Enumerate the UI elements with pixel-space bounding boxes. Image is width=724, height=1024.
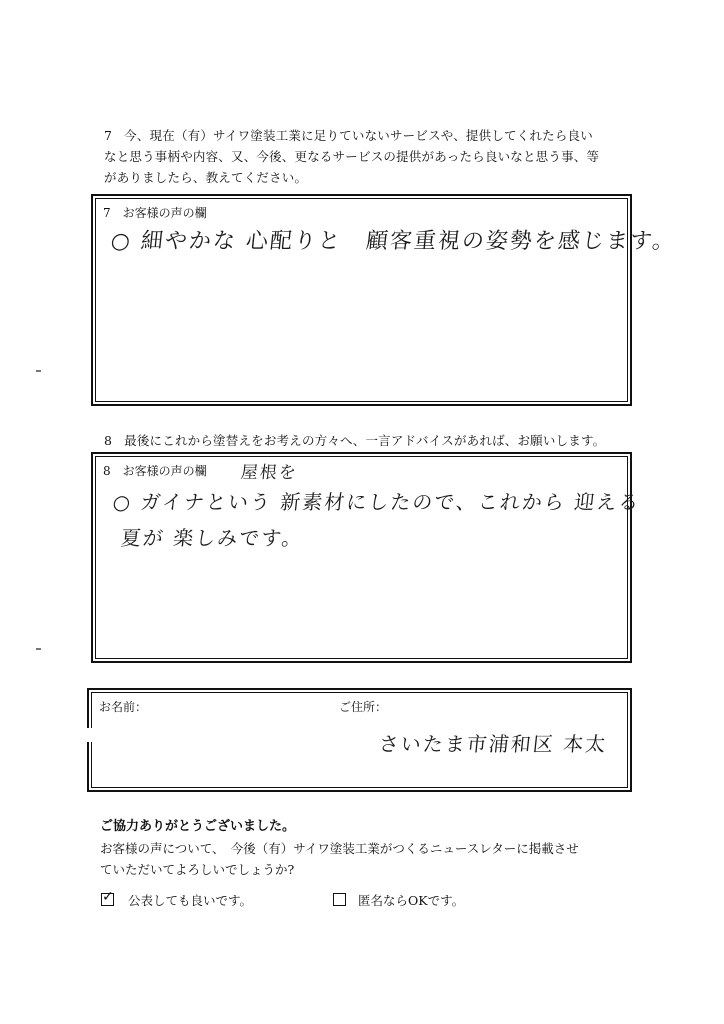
question-7-number: 7 <box>104 128 113 143</box>
redaction-mark <box>85 728 93 742</box>
address-handwriting: さいたま市浦和区 本太 <box>377 732 609 756</box>
name-label: お名前： <box>99 700 148 714</box>
answer-7-handwriting: ○ 細やかな 心配りと 顧客重視の姿勢を感じます。 <box>109 229 678 254</box>
answer-box-8-label: 8 お客様の声の欄 <box>103 464 207 478</box>
scan-mark <box>36 370 41 372</box>
thanks-message: ご協力ありがとうございました。 <box>100 819 296 834</box>
answer-box-7-label: 7 お客様の声の欄 <box>103 206 207 220</box>
address-label: ご住所： <box>339 700 388 714</box>
question-8-text: 最後にこれから塗替えをお考えの方々へ、一言アドバイスがあれば、お願いします。 <box>124 433 606 448</box>
question-8 <box>104 430 605 451</box>
anonymous-ok-checkbox[interactable] <box>333 893 346 906</box>
question-7-line-3: がありましたら、教えてください。 <box>104 170 308 185</box>
contact-box <box>87 688 632 792</box>
consent-question-line-2: ていただいてよろしいでしょうか? <box>100 862 295 877</box>
answer-box-7 <box>91 194 678 406</box>
question-7-line-2: なと思う事柄や内容、又、今後、更なるサービスの提供があったら良いなと思う事、等 <box>104 149 600 164</box>
checkmark-icon: ✓ <box>102 889 114 905</box>
question-7 <box>104 125 599 188</box>
answer-8-handwriting-line-1: ○ ガイナという 新素材にしたので、これから 迎える <box>111 490 642 514</box>
answer-8-insertion: 屋根を <box>239 463 299 483</box>
consent-question-line-1: お客様の声について、 今後（有）サイワ塗装工業がつくるニュースレターに掲載させ <box>100 841 579 856</box>
anonymous-ok-label: 匿名ならOKです。 <box>358 893 465 908</box>
question-7-text-1: 今、現在（有）サイワ塗装工業に足りていないサービスや、提供してくれたら良い <box>124 128 593 143</box>
publish-ok-label: 公表しても良いです。 <box>128 893 253 908</box>
scan-mark <box>36 648 41 650</box>
answer-box-8 <box>91 452 642 663</box>
publish-ok-checkbox[interactable] <box>101 889 114 906</box>
answer-8-handwriting-line-2: 夏が 楽しみです。 <box>119 526 305 550</box>
question-8-number: 8 <box>104 433 113 448</box>
question-7-line-1 <box>104 125 599 146</box>
